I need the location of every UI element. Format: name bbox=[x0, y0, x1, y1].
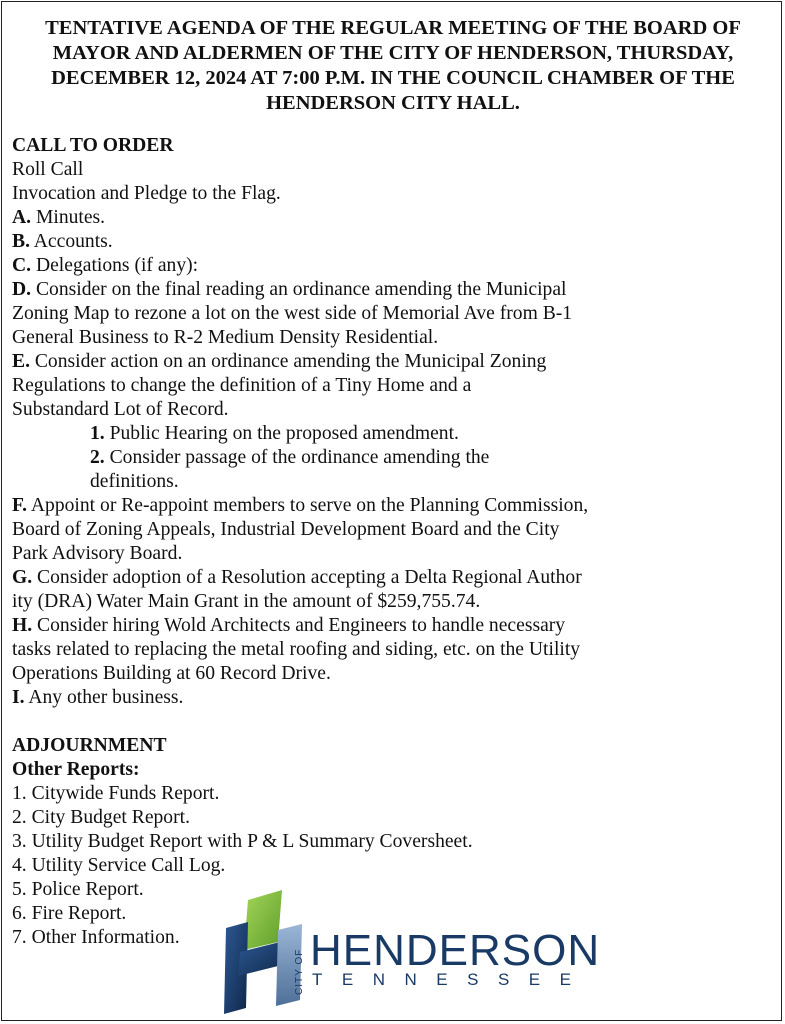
item-h-line1: Consider hiring Wold Architects and Engineers to handle necessary bbox=[32, 615, 566, 636]
report-item: 5. Police Report. bbox=[12, 879, 144, 900]
item-h-line2: tasks related to replacing the metal roofing and siding, etc. on the Utility bbox=[12, 639, 581, 660]
item-g bbox=[12, 566, 777, 590]
item-d-line2: Zoning Map to rezone a lot on the west side of Memorial Ave from B-1 bbox=[12, 303, 573, 324]
item-e-sub1-text: Public Hearing on the proposed amendment. bbox=[104, 423, 459, 444]
item-d-line3: General Business to R-2 Medium Density Residential. bbox=[12, 327, 439, 348]
city-logo bbox=[218, 890, 601, 1018]
logo-city-of: CITY OF bbox=[294, 948, 305, 996]
item-d bbox=[12, 278, 777, 302]
item-d-line1: Consider on the final reading an ordinance amending the Municipal bbox=[31, 279, 567, 300]
item-g-label: G. bbox=[12, 567, 33, 588]
item-e-sub1-label: 1. bbox=[90, 423, 105, 444]
section-gap bbox=[12, 710, 777, 734]
item-e-sub2 bbox=[12, 446, 777, 470]
item-f bbox=[12, 494, 777, 518]
report-item: 4. Utility Service Call Log. bbox=[12, 855, 226, 876]
item-e-line3: Substandard Lot of Record. bbox=[12, 399, 229, 420]
item-e bbox=[12, 350, 777, 374]
report-item: 6. Fire Report. bbox=[12, 903, 127, 924]
adjournment-heading: ADJOURNMENT bbox=[12, 735, 167, 756]
item-i-text: Any other business. bbox=[24, 687, 184, 708]
item-e-line2: Regulations to change the definition of a Tiny Home and a bbox=[12, 375, 472, 396]
item-c-text: Delegations (if any): bbox=[31, 255, 199, 276]
item-c bbox=[12, 254, 777, 278]
item-g-line2: ity (DRA) Water Main Grant in the amount of $259,755.74. bbox=[12, 591, 481, 612]
item-i bbox=[12, 686, 777, 710]
logo-tennessee: TENNESSEE bbox=[312, 970, 591, 989]
item-e-line1: Consider action on an ordinance amending the Municipal Zoning bbox=[29, 351, 547, 372]
item-h-line3: Operations Building at 60 Record Drive. bbox=[12, 663, 331, 684]
logo-henderson: HENDERSON bbox=[310, 926, 601, 975]
item-a-label: A. bbox=[12, 207, 32, 228]
item-b-text: Accounts. bbox=[29, 231, 113, 252]
item-h bbox=[12, 614, 777, 638]
item-f-line1: Appoint or Re-appoint members to serve on the Planning Commission, bbox=[27, 495, 589, 516]
item-f-label: F. bbox=[12, 495, 28, 516]
report-item: 2. City Budget Report. bbox=[12, 807, 190, 828]
item-h-label: H. bbox=[12, 615, 33, 636]
report-item: 1. Citywide Funds Report. bbox=[12, 783, 220, 804]
agenda-title: TENTATIVE AGENDA OF THE REGULAR MEETING OF THE BOARD OF MAYOR AND ALDERMEN OF THE CITY OF HENDERSON, THURSDAY, DECEMBER 12, 2024 AT 7:00 P.M. IN THE COUNCIL CHAMBER OF THE HENDERSON CITY HALL. bbox=[45, 17, 741, 114]
call-to-order-heading: CALL TO ORDER bbox=[12, 135, 174, 156]
item-e-label: E. bbox=[12, 351, 30, 372]
item-g-line1: Consider adoption of a Resolution accepting a Delta Regional Author bbox=[32, 567, 582, 588]
item-e-sub1 bbox=[12, 422, 777, 446]
item-a bbox=[12, 206, 777, 230]
item-f-line2: Board of Zoning Appeals, Industrial Development Board and the City bbox=[12, 519, 560, 540]
item-e-sub2-line2: definitions. bbox=[90, 471, 179, 492]
item-e-sub2-label: 2. bbox=[90, 447, 105, 468]
other-reports-heading: Other Reports: bbox=[12, 759, 140, 780]
item-d-label: D. bbox=[12, 279, 32, 300]
agenda-body bbox=[12, 134, 777, 950]
roll-call: Roll Call bbox=[12, 159, 84, 180]
item-e-sub2-line1: Consider passage of the ordinance amending the bbox=[104, 447, 490, 468]
item-i-label: I. bbox=[12, 687, 25, 708]
item-c-label: C. bbox=[12, 255, 32, 276]
report-item: 7. Other Information. bbox=[12, 927, 180, 948]
item-a-text: Minutes. bbox=[31, 207, 106, 228]
report-item: 3. Utility Budget Report with P & L Summary Coversheet. bbox=[12, 831, 473, 852]
invocation: Invocation and Pledge to the Flag. bbox=[12, 183, 281, 204]
item-b bbox=[12, 230, 777, 254]
item-b-label: B. bbox=[12, 231, 30, 252]
item-f-line3: Park Advisory Board. bbox=[12, 543, 183, 564]
